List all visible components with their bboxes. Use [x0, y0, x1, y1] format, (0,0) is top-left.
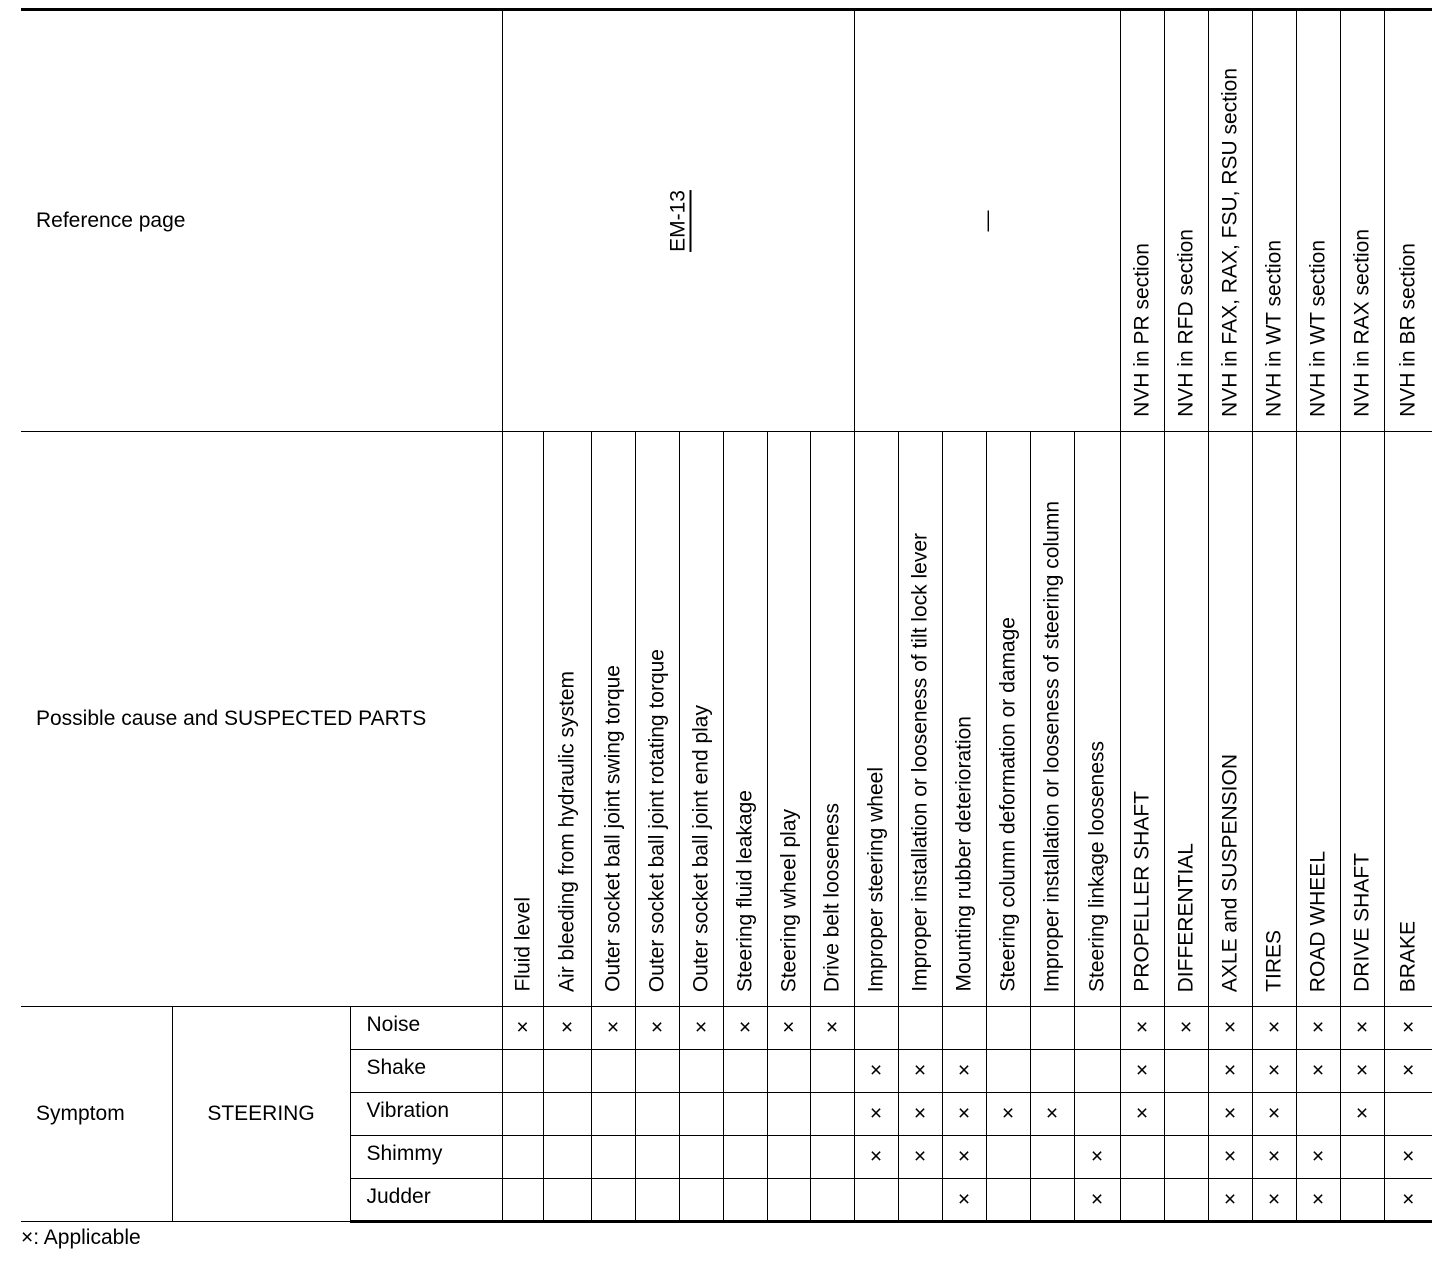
applicable-mark-cell: × — [1384, 1179, 1432, 1222]
reference-group — [854, 10, 1120, 432]
reference-group — [1120, 10, 1164, 432]
applicable-mark-cell: × — [854, 1136, 898, 1179]
suspected-part-header — [767, 432, 810, 1007]
applicable-mark-cell — [1296, 1093, 1340, 1136]
suspected-part-header — [679, 432, 723, 1007]
applicable-mark-cell — [679, 1179, 723, 1222]
applicable-mark-cell: × — [986, 1093, 1030, 1136]
applicable-mark-cell — [810, 1136, 854, 1179]
suspected-part-label: Outer socket ball joint rotating torque — [645, 648, 669, 992]
suspected-part-label: BRAKE — [1396, 920, 1420, 992]
applicable-mark-cell: × — [1252, 1007, 1296, 1050]
suspected-part-label: DRIVE SHAFT — [1350, 853, 1374, 992]
applicable-mark-cell: × — [1120, 1007, 1164, 1050]
suspected-part-header — [543, 432, 591, 1007]
applicable-mark-cell — [986, 1007, 1030, 1050]
suspected-part-header — [635, 432, 679, 1007]
suspected-part-label: Steering fluid leakage — [733, 790, 757, 992]
applicable-mark-cell — [854, 1007, 898, 1050]
suspected-part-header — [1208, 432, 1252, 1007]
suspected-part-label: Steering linkage looseness — [1085, 741, 1109, 992]
applicable-mark-cell — [635, 1136, 679, 1179]
applicable-mark-cell — [810, 1093, 854, 1136]
applicable-mark-cell: × — [810, 1007, 854, 1050]
applicable-mark-cell — [723, 1179, 767, 1222]
suspected-part-label: Improper installation or looseness of tilt lock lever — [908, 533, 932, 992]
applicable-mark-cell — [986, 1050, 1030, 1093]
applicable-mark-cell — [1030, 1007, 1074, 1050]
applicable-mark-cell: × — [898, 1050, 942, 1093]
suspected-part-label: Mounting rubber deterioration — [952, 716, 976, 992]
applicable-mark-cell: × — [1340, 1050, 1384, 1093]
suspected-part-label: Steering column deformation or damage — [996, 617, 1020, 992]
possible-cause-label: Possible cause and SUSPECTED PARTS — [21, 432, 502, 1007]
applicable-mark-cell — [502, 1136, 543, 1179]
applicable-mark-cell — [723, 1093, 767, 1136]
applicable-mark-cell: × — [1252, 1093, 1296, 1136]
applicable-mark-cell — [591, 1179, 635, 1222]
applicable-mark-cell — [635, 1179, 679, 1222]
applicable-mark-cell: × — [1074, 1136, 1120, 1179]
applicable-mark-cell — [1164, 1050, 1208, 1093]
reference-group — [502, 10, 854, 432]
reference-text: NVH in WT section — [1306, 240, 1330, 417]
suspected-part-header — [502, 432, 543, 1007]
suspected-part-label: Drive belt looseness — [820, 802, 844, 992]
reference-text: NVH in FAX, RAX, FSU, RSU section — [1218, 68, 1242, 417]
applicable-mark-cell: × — [1252, 1179, 1296, 1222]
applicable-mark-cell: × — [1296, 1136, 1340, 1179]
applicable-mark-cell — [1030, 1050, 1074, 1093]
applicable-mark-cell: × — [679, 1007, 723, 1050]
applicable-mark-cell — [543, 1093, 591, 1136]
applicable-mark-cell — [1164, 1093, 1208, 1136]
applicable-mark-cell — [767, 1136, 810, 1179]
applicable-mark-cell: × — [1120, 1093, 1164, 1136]
symptom-label: Symptom — [21, 1007, 172, 1222]
reference-group — [1340, 10, 1384, 432]
applicable-mark-cell — [679, 1093, 723, 1136]
reference-text: NVH in BR section — [1396, 243, 1420, 417]
applicable-mark-cell — [810, 1050, 854, 1093]
applicable-mark-cell: × — [942, 1179, 986, 1222]
applicable-mark-cell: × — [898, 1093, 942, 1136]
applicable-mark-cell — [1074, 1007, 1120, 1050]
suspected-part-header — [810, 432, 854, 1007]
applicable-mark-cell: × — [1384, 1007, 1432, 1050]
suspected-part-label: Improper installation or looseness of steering column — [1040, 500, 1064, 992]
suspected-part-header — [986, 432, 1030, 1007]
applicable-mark-cell — [591, 1136, 635, 1179]
applicable-mark-cell: × — [898, 1136, 942, 1179]
symptom-name: Shake — [350, 1050, 502, 1093]
suspected-part-label: Fluid level — [511, 897, 534, 992]
applicable-mark-cell: × — [723, 1007, 767, 1050]
reference-text: NVH in PR section — [1130, 243, 1154, 417]
applicable-mark-cell: × — [1074, 1179, 1120, 1222]
applicable-mark-cell — [1074, 1093, 1120, 1136]
applicable-mark-cell: × — [942, 1050, 986, 1093]
applicable-mark-cell — [854, 1179, 898, 1222]
suspected-part-header — [942, 432, 986, 1007]
applicable-mark-cell — [1120, 1136, 1164, 1179]
suspected-part-header — [854, 432, 898, 1007]
reference-text: NVH in RAX section — [1350, 229, 1374, 417]
applicable-mark-cell: × — [1030, 1093, 1074, 1136]
applicable-mark-cell — [1384, 1093, 1432, 1136]
applicable-mark-cell — [1074, 1050, 1120, 1093]
applicable-mark-cell: × — [1296, 1007, 1340, 1050]
suspected-part-label: AXLE and SUSPENSION — [1218, 753, 1242, 992]
applicable-mark-cell — [635, 1050, 679, 1093]
suspected-part-header — [723, 432, 767, 1007]
applicable-mark-cell: × — [1120, 1050, 1164, 1093]
suspected-part-label: PROPELLER SHAFT — [1130, 791, 1154, 992]
suspected-part-label: TIRES — [1262, 930, 1286, 992]
applicable-mark-cell: × — [942, 1093, 986, 1136]
applicable-mark-cell — [502, 1179, 543, 1222]
applicable-mark-cell — [767, 1093, 810, 1136]
suspected-part-label: Outer socket ball joint end play — [689, 704, 713, 992]
suspected-part-header — [1164, 432, 1208, 1007]
reference-group — [1208, 10, 1252, 432]
applicable-mark-cell — [679, 1050, 723, 1093]
applicable-mark-cell — [723, 1050, 767, 1093]
suspected-part-header — [898, 432, 942, 1007]
applicable-mark-cell: × — [1208, 1136, 1252, 1179]
applicable-mark-cell — [898, 1007, 942, 1050]
reference-link[interactable]: EM-13 — [666, 190, 690, 252]
reference-group — [1296, 10, 1340, 432]
applicable-mark-cell: × — [1208, 1093, 1252, 1136]
applicable-mark-cell — [591, 1093, 635, 1136]
applicable-mark-cell — [502, 1093, 543, 1136]
steering-group-label: STEERING — [172, 1007, 350, 1222]
suspected-part-label: Air bleeding from hydraulic system — [555, 671, 579, 992]
applicable-mark-cell: × — [767, 1007, 810, 1050]
reference-group — [1164, 10, 1208, 432]
applicable-mark-cell — [767, 1179, 810, 1222]
symptom-name: Judder — [350, 1179, 502, 1222]
applicable-mark-cell — [1340, 1136, 1384, 1179]
applicable-mark-cell — [1164, 1136, 1208, 1179]
symptom-name: Vibration — [350, 1093, 502, 1136]
applicable-mark-cell: × — [1296, 1179, 1340, 1222]
applicable-mark-cell — [543, 1136, 591, 1179]
applicable-mark-cell: × — [854, 1093, 898, 1136]
suspected-part-header — [1074, 432, 1120, 1007]
suspected-part-label: Improper steering wheel — [864, 766, 888, 992]
suspected-part-label: Outer socket ball joint swing torque — [601, 665, 625, 992]
applicable-mark-cell: × — [543, 1007, 591, 1050]
applicable-mark-cell — [723, 1136, 767, 1179]
applicable-mark-cell — [986, 1179, 1030, 1222]
applicable-mark-cell — [898, 1179, 942, 1222]
suspected-part-label: DIFFERENTIAL — [1174, 842, 1198, 992]
applicable-mark-cell — [986, 1136, 1030, 1179]
applicable-mark-cell: × — [1208, 1050, 1252, 1093]
applicable-mark-cell — [1120, 1179, 1164, 1222]
suspected-part-header — [1120, 432, 1164, 1007]
applicable-mark-cell — [591, 1050, 635, 1093]
suspected-part-header — [1296, 432, 1340, 1007]
applicable-mark-cell — [679, 1136, 723, 1179]
applicable-mark-cell: × — [502, 1007, 543, 1050]
suspected-part-header — [1384, 432, 1432, 1007]
applicable-mark-cell: × — [1296, 1050, 1340, 1093]
applicable-mark-cell — [543, 1179, 591, 1222]
suspected-part-header — [1252, 432, 1296, 1007]
applicable-mark-cell — [1030, 1179, 1074, 1222]
reference-text: NVH in RFD section — [1174, 229, 1198, 417]
applicable-mark-cell: × — [1340, 1007, 1384, 1050]
suspected-part-header — [1340, 432, 1384, 1007]
applicable-mark-cell — [810, 1179, 854, 1222]
suspected-part-label: ROAD WHEEL — [1306, 850, 1330, 992]
legend-applicable: ×: Applicable — [21, 1226, 141, 1249]
reference-group — [1252, 10, 1296, 432]
applicable-mark-cell: × — [591, 1007, 635, 1050]
applicable-mark-cell: × — [1384, 1050, 1432, 1093]
suspected-part-header — [1030, 432, 1074, 1007]
applicable-mark-cell — [543, 1050, 591, 1093]
nvh-troubleshooting-chart — [21, 8, 1432, 1223]
suspected-part-header — [591, 432, 635, 1007]
applicable-mark-cell: × — [1252, 1136, 1296, 1179]
applicable-mark-cell — [767, 1050, 810, 1093]
applicable-mark-cell: × — [854, 1050, 898, 1093]
reference-group — [1384, 10, 1432, 432]
applicable-mark-cell — [1030, 1136, 1074, 1179]
applicable-mark-cell: × — [1252, 1050, 1296, 1093]
symptom-row — [21, 1007, 1432, 1050]
symptom-name: Shimmy — [350, 1136, 502, 1179]
applicable-mark-cell: × — [1208, 1007, 1252, 1050]
reference-text: NVH in WT section — [1262, 240, 1286, 417]
applicable-mark-cell: × — [942, 1136, 986, 1179]
reference-page-label: Reference page — [21, 10, 502, 432]
applicable-mark-cell: × — [1340, 1093, 1384, 1136]
reference-text: — — [975, 210, 999, 232]
applicable-mark-cell — [502, 1050, 543, 1093]
applicable-mark-cell — [942, 1007, 986, 1050]
applicable-mark-cell: × — [635, 1007, 679, 1050]
applicable-mark-cell — [1340, 1179, 1384, 1222]
applicable-mark-cell — [635, 1093, 679, 1136]
applicable-mark-cell: × — [1384, 1136, 1432, 1179]
suspected-part-label: Steering wheel play — [777, 808, 800, 992]
applicable-mark-cell — [1164, 1179, 1208, 1222]
applicable-mark-cell: × — [1208, 1179, 1252, 1222]
symptom-name: Noise — [350, 1007, 502, 1050]
applicable-mark-cell: × — [1164, 1007, 1208, 1050]
